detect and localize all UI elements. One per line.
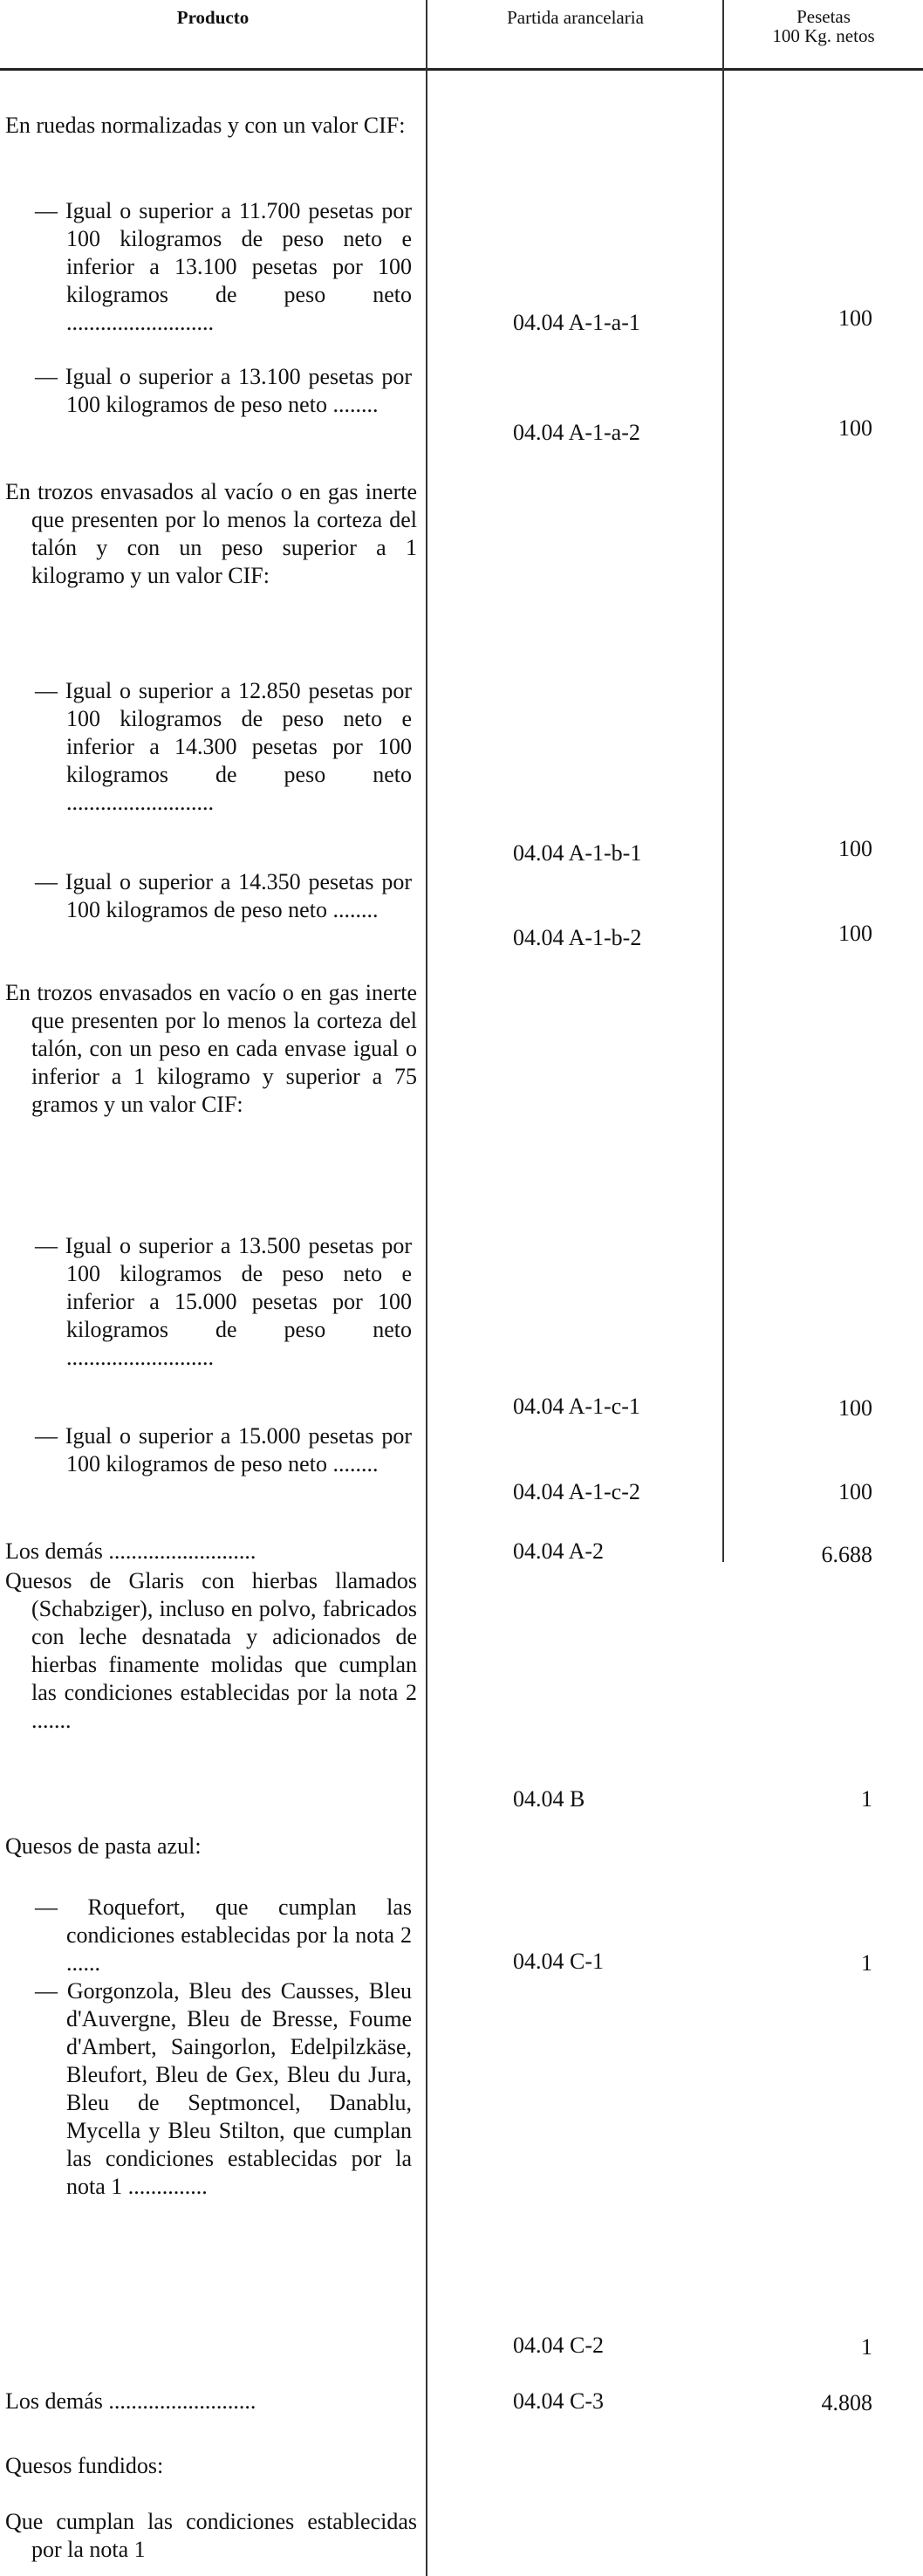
product-text: Quesos fundidos:	[5, 2453, 164, 2478]
product-text: En trozos envasados en vacío o en gas inerte que presenten por lo menos la corteza del talón, con un peso en cada envase igual o inferior a 1 kilogramo y superior a 75 gramos y un valor CIF:	[5, 980, 417, 1117]
partida-cell: 04.04 A-1-b-2	[513, 925, 642, 950]
header-producto: Producto	[176, 7, 250, 28]
partida-cell: 04.04 A-1-b-1	[513, 840, 642, 866]
header-pesetas-line1: Pesetas	[797, 6, 851, 27]
partida-cell: 04.04 B	[513, 1786, 585, 1812]
product-text: En trozos envasados al vacío o en gas inerte que presenten por lo menos la corteza del talón y con un peso superior a 1 kilogramo y un valor CIF:	[5, 479, 417, 588]
product-text: Los demás ..........................	[5, 2388, 256, 2414]
header-pesetas-line2: 100 Kg. netos	[772, 25, 875, 46]
product-text: — Igual o superior a 12.850 pesetas por 100 kilogramos de peso neto e inferior a 14.300 pesetas por 100 kilogramos de peso neto ..........................	[35, 678, 412, 815]
product-text: — Igual o superior a 11.700 pesetas por 100 kilogramos de peso neto e inferior a 13.100 pesetas por 100 kilogramos de peso neto ..........................	[35, 198, 412, 335]
valor-cell: 1	[861, 1950, 872, 1976]
product-text: — Igual o superior a 15.000 pesetas por 100 kilogramos de peso neto ........	[35, 1423, 412, 1476]
partida-cell: 04.04 A-1-c-2	[513, 1479, 640, 1504]
partida-cell: 04.04 C-3	[513, 2388, 604, 2414]
valor-cell: 100	[838, 1479, 872, 1504]
product-text: Los demás ..........................	[5, 1538, 256, 1564]
product-text: — Igual o superior a 13.500 pesetas por 100 kilogramos de peso neto e inferior a 15.000 pesetas por 100 kilogramos de peso neto ..........................	[35, 1233, 412, 1370]
column-divider-1	[426, 0, 427, 2576]
partida-cell: 04.04 A-2	[513, 1538, 604, 1564]
product-text: — Igual o superior a 13.100 pesetas por 100 kilogramos de peso neto ........	[35, 364, 412, 417]
partida-cell: 04.04 A-1-c-1	[513, 1394, 640, 1419]
product-text: — Igual o superior a 14.350 pesetas por 100 kilogramos de peso neto ........	[35, 869, 412, 922]
valor-cell: 100	[838, 415, 872, 441]
product-text: En ruedas normalizadas y con un valor CIF:	[5, 113, 406, 138]
valor-cell: 1	[861, 1786, 872, 1812]
valor-cell: 100	[838, 921, 872, 946]
product-text: Quesos de Glaris con hierbas llamados (Schabziger), incluso en polvo, fabricados con leche desnatada y adicionados de hierbas finamente molidas que cumplan las condiciones establecidas por la nota 2 .......	[5, 1568, 417, 1733]
table-header	[0, 0, 923, 72]
partida-cell: 04.04 C-2	[513, 2333, 604, 2358]
valor-cell: 100	[838, 836, 872, 861]
header-pesetas	[724, 7, 923, 45]
valor-cell: 6.688	[821, 1542, 872, 1567]
product-text: Que cumplan las condiciones establecidas por la nota 1	[5, 2509, 417, 2562]
partida-cell: 04.04 A-1-a-1	[513, 310, 640, 335]
valor-cell: 100	[838, 1395, 872, 1421]
column-divider-2	[722, 0, 724, 1562]
header-rule	[0, 68, 923, 71]
header-partida: Partida arancelaria	[507, 7, 644, 28]
product-text: Quesos de pasta azul:	[5, 1833, 202, 1859]
product-text: — Gorgonzola, Bleu des Causses, Bleu d'Auvergne, Bleu de Bresse, Foume d'Ambert, Saingorlon, Edelpilzkäse, Bleufort, Bleu de Gex, Bleu du Jura, Bleu de Septmoncel, Danablu, Mycella y Bleu Stilton, que cumplan las condiciones establecidas por la nota 1 ..............	[35, 1978, 412, 2199]
product-text: — Roquefort, que cumplan las condiciones establecidas por la nota 2 ......	[35, 1894, 412, 1976]
partida-cell: 04.04 A-1-a-2	[513, 420, 640, 445]
valor-cell: 100	[838, 305, 872, 331]
partida-cell: 04.04 C-1	[513, 1949, 604, 1974]
valor-cell: 4.808	[821, 2390, 872, 2415]
valor-cell: 1	[861, 2334, 872, 2360]
